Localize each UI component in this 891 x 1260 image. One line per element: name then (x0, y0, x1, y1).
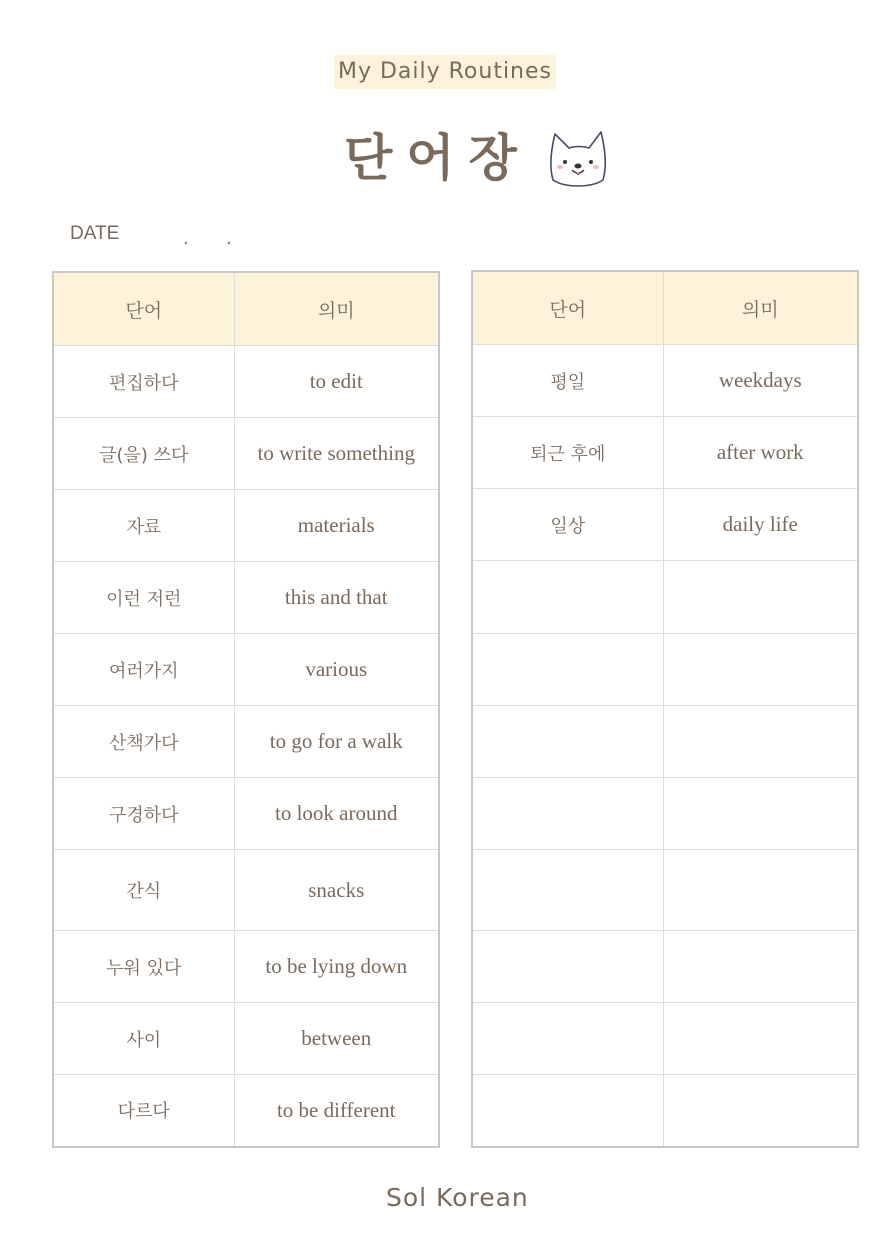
vocab-table-left (52, 271, 440, 1148)
table-row (472, 706, 858, 778)
meaning-cell: various (234, 634, 439, 706)
column-header-meaning: 의미 (663, 271, 858, 345)
word-cell: 퇴근 후에 (472, 417, 663, 489)
meaning-cell (663, 706, 858, 778)
word-cell: 편집하다 (53, 346, 234, 418)
word-cell: 여러가지 (53, 634, 234, 706)
table-row (472, 417, 858, 489)
table-row (472, 489, 858, 561)
word-cell (472, 561, 663, 634)
meaning-cell: materials (234, 490, 439, 562)
word-cell (472, 1075, 663, 1147)
table-row (53, 1075, 439, 1147)
table-row (472, 345, 858, 417)
word-cell: 글(을) 쓰다 (53, 418, 234, 490)
table-row (472, 1003, 858, 1075)
meaning-cell (663, 931, 858, 1003)
word-cell: 누워 있다 (53, 931, 234, 1003)
meaning-cell: to be lying down (234, 931, 439, 1003)
meaning-cell: to write something (234, 418, 439, 490)
word-cell (472, 931, 663, 1003)
meaning-cell: this and that (234, 562, 439, 634)
table-row (53, 346, 439, 418)
meaning-cell (663, 634, 858, 706)
table-row (53, 850, 439, 931)
word-cell: 사이 (53, 1003, 234, 1075)
word-cell: 자료 (53, 490, 234, 562)
table-row (472, 561, 858, 634)
table-row (53, 1003, 439, 1075)
meaning-cell: to edit (234, 346, 439, 418)
meaning-cell (663, 850, 858, 931)
word-cell: 간식 (53, 850, 234, 931)
table-row (472, 931, 858, 1003)
meaning-cell (663, 778, 858, 850)
table-row (53, 706, 439, 778)
table-row (53, 931, 439, 1003)
column-header-meaning: 의미 (234, 272, 439, 346)
meaning-cell (663, 561, 858, 634)
word-cell: 산책가다 (53, 706, 234, 778)
word-cell: 다르다 (53, 1075, 234, 1147)
meaning-cell (663, 1075, 858, 1147)
page-subtitle: My Daily Routines (334, 55, 556, 89)
table-row (53, 490, 439, 562)
table-row (472, 1075, 858, 1147)
table-row (472, 778, 858, 850)
word-cell: 일상 (472, 489, 663, 561)
table-row (53, 562, 439, 634)
footer-brand: Sol Korean (386, 1183, 529, 1212)
table-row (53, 418, 439, 490)
column-header-word: 단어 (53, 272, 234, 346)
column-header-word: 단어 (472, 271, 663, 345)
meaning-cell: between (234, 1003, 439, 1075)
word-cell: 이런 저런 (53, 562, 234, 634)
word-cell (472, 778, 663, 850)
word-cell: 구경하다 (53, 778, 234, 850)
meaning-cell (663, 1003, 858, 1075)
meaning-cell: snacks (234, 850, 439, 931)
table-row (53, 634, 439, 706)
page-title: 단어장 (344, 129, 531, 187)
meaning-cell: daily life (663, 489, 858, 561)
word-cell (472, 850, 663, 931)
vocab-table-right (471, 270, 859, 1148)
date-separator: . (226, 228, 232, 249)
meaning-cell: after work (663, 417, 858, 489)
meaning-cell: to be different (234, 1075, 439, 1147)
word-cell (472, 634, 663, 706)
meaning-cell: to go for a walk (234, 706, 439, 778)
date-separator: . (183, 228, 189, 249)
word-cell (472, 1003, 663, 1075)
word-cell (472, 706, 663, 778)
table-row (472, 634, 858, 706)
table-row (53, 778, 439, 850)
dog-face-icon (547, 128, 609, 190)
meaning-cell: to look around (234, 778, 439, 850)
date-label: DATE (70, 223, 120, 244)
table-row (472, 850, 858, 931)
meaning-cell: weekdays (663, 345, 858, 417)
word-cell: 평일 (472, 345, 663, 417)
